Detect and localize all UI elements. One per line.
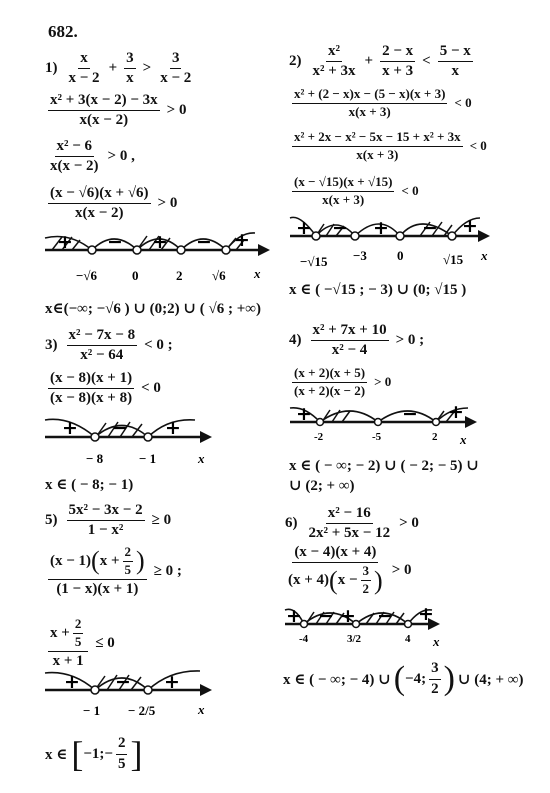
p2-sign-0: + <box>296 217 312 239</box>
p5-sign-0: + <box>64 671 80 693</box>
p6-step-1: (x − 4)(x + 4) (x + 4) ( x − $\frac{3}{2}$ ) > 0 <box>288 544 412 597</box>
p3-label: 3) <box>45 337 58 354</box>
p1-frac-a: $\frac{x}{x - 2}$ <box>68 50 100 87</box>
p2-step-1: $\frac{\text{x² + (2 − x)x − (5 − x)(x + 3)}}{x(x + 3)}$ < 0 <box>294 86 472 119</box>
p1-sign-0: + <box>57 231 73 253</box>
p5-step-1: (x − 1) ( x + $\frac{2}{5}$ ) (1 − x)(x + 1) ≥ 0 ; <box>50 544 182 597</box>
p6-sign-3: − <box>377 605 393 627</box>
p6-tick-0: -4 <box>299 633 309 645</box>
p5-sign-2: + <box>164 671 180 693</box>
p5-answer: x ∈ [ −1;− $\frac{2}{5}$ ] <box>45 734 143 774</box>
p3-tick-0: − 8 <box>86 451 104 466</box>
p3-tick-1: − 1 <box>139 451 157 466</box>
p6-sign-1: − <box>318 605 334 627</box>
p3-sign-1: − <box>112 417 128 439</box>
p1-step-3: $\frac{(x - √6)(x + √6)}{x(x - 2)}$ > 0 <box>50 185 178 222</box>
p6-tick-1: 3/2 <box>347 633 362 645</box>
p1-sign-1: − <box>107 231 123 253</box>
p6-sign-0: + <box>286 605 302 627</box>
p2-sign-2: + <box>373 217 389 239</box>
p2-tick-3: √15 <box>443 252 464 267</box>
p4-inequality: 4) $\frac{\text{x² + 7x + 10}}{\text{x² − 4}}$ > 0 ; <box>289 322 425 359</box>
p6-inequality: 6) $\frac{\text{x² − 16}}{\text{2x² + 5x − 12}}$ > 0 <box>285 505 419 542</box>
p6-tick-2: 4 <box>405 633 411 645</box>
p2-axis-var: x <box>481 248 488 263</box>
p2-step-2: $\frac{\text{x² + 2x − x² − 5x − 15 + x² + 3x}}{x(x + 3)}$ < 0 <box>294 129 487 162</box>
p1-inequality: 1) $\frac{x}{x - 2}$ + $\frac{3}{x}$ > $\frac{3}{x - 2}$ <box>45 50 192 87</box>
p3-inequality: 3) $\frac{\text{x² − 7x − 8}}{\text{x² − 64}}$ < 0 ; <box>45 327 173 364</box>
p2-inequality: 2) $\frac{\text{x²}}{\text{x² + 3x}}$ + $\frac{2 - x}{x + 3}$ < $\frac{5 - x}{x}$ <box>289 43 471 80</box>
p3-answer: x ∈ ( − 8; − 1) <box>45 477 134 493</box>
p1-tick-2: 2 <box>176 268 183 283</box>
p1-axis-var: x <box>254 266 261 281</box>
p4-answer-line-2: ∪ (2; + ∞) <box>289 478 355 494</box>
p3-step-1: $\frac{(x - 8)(x + 1)}{(x - 8)(x + 8)}$ < 0 <box>50 370 161 407</box>
p1-step-1: $\frac{\text{x² + 3(x − 2) − 3x}}{x(x - 2)}$ > 0 <box>50 92 187 129</box>
p4-tick-0: -2 <box>314 431 324 443</box>
p4-tick-1: -5 <box>372 431 382 443</box>
p4-answer-line-1: x ∈ ( − ∞; − 2) ∪ ( − 2; − 5) ∪ <box>289 458 479 474</box>
p4-label: 4) <box>289 332 302 349</box>
p1-frac-c: $\frac{3}{x - 2}$ <box>160 50 192 87</box>
p4-tick-2: 2 <box>432 431 438 443</box>
p1-tick-1: 0 <box>132 268 139 283</box>
p2-label: 2) <box>289 53 302 70</box>
p4-sign-2: + <box>448 401 464 423</box>
p1-sign-3: − <box>196 231 212 253</box>
p2-tick-1: −3 <box>353 248 367 263</box>
p5-tick-1: − 2/5 <box>128 703 156 718</box>
p1-tick-3: √6 <box>212 268 226 283</box>
p5-axis-var: x <box>198 702 205 717</box>
problem-number: 682. <box>48 22 78 41</box>
p6-axis-var: x <box>433 634 440 649</box>
p2-step-3: $\frac{(x - √15)(x + √15)}{x(x + 3)}$ < 0 <box>294 174 419 207</box>
p3-axis-var: x <box>198 451 205 466</box>
p2-sign-4: + <box>462 215 478 237</box>
p6-label: 6) <box>285 515 298 532</box>
p2-tick-2: 0 <box>397 248 404 263</box>
p6-sign-2: + <box>340 605 356 627</box>
p2-tick-0: −√15 <box>300 254 328 269</box>
p4-step-1: $\frac{(x + 2)(x + 5)}{(x + 2)(x - 2)}$ > 0 <box>294 365 392 398</box>
p1-sign-4: + <box>234 229 250 251</box>
p1-tick-0: −√6 <box>76 268 98 283</box>
p5-step-2: x + $\frac{2}{5}$ x + 1 ≤ 0 <box>50 616 115 669</box>
p2-sign-3: − <box>422 217 438 239</box>
p5-label: 5) <box>45 512 58 529</box>
p1-label: 1) <box>45 60 58 77</box>
p1-step-2: $\frac{\text{x² − 6}}{x(x - 2)}$ > 0 , <box>50 138 135 175</box>
p3-sign-2: + <box>165 417 181 439</box>
p5-tick-0: − 1 <box>83 703 101 718</box>
p1-sign-2: + <box>152 231 168 253</box>
p5-sign-1: − <box>115 671 131 693</box>
p6-sign-4: + <box>418 603 434 625</box>
p2-sign-1: − <box>332 217 348 239</box>
p4-axis-var: x <box>460 432 467 447</box>
p2-answer: x ∈ ( −√15 ; − 3) ∪ (0; √15 ) <box>289 282 467 298</box>
p4-sign-1: − <box>402 403 418 425</box>
p1-frac-b: $\frac{3}{x}$ <box>126 50 134 87</box>
p1-answer: x∈(−∞; −√6 ) ∪ (0;2) ∪ ( √6 ; +∞) <box>45 301 261 317</box>
p6-answer: x ∈ ( − ∞; − 4) ∪ ( −4; $\frac{3}{2}$ ) ∪ (4; + ∞) <box>283 660 524 697</box>
p5-inequality: 5) $\frac{\text{5x² − 3x − 2}}{\text{1 − x²}}$ ≥ 0 <box>45 502 172 539</box>
p4-sign-0: + <box>296 403 312 425</box>
p3-sign-0: + <box>62 417 78 439</box>
